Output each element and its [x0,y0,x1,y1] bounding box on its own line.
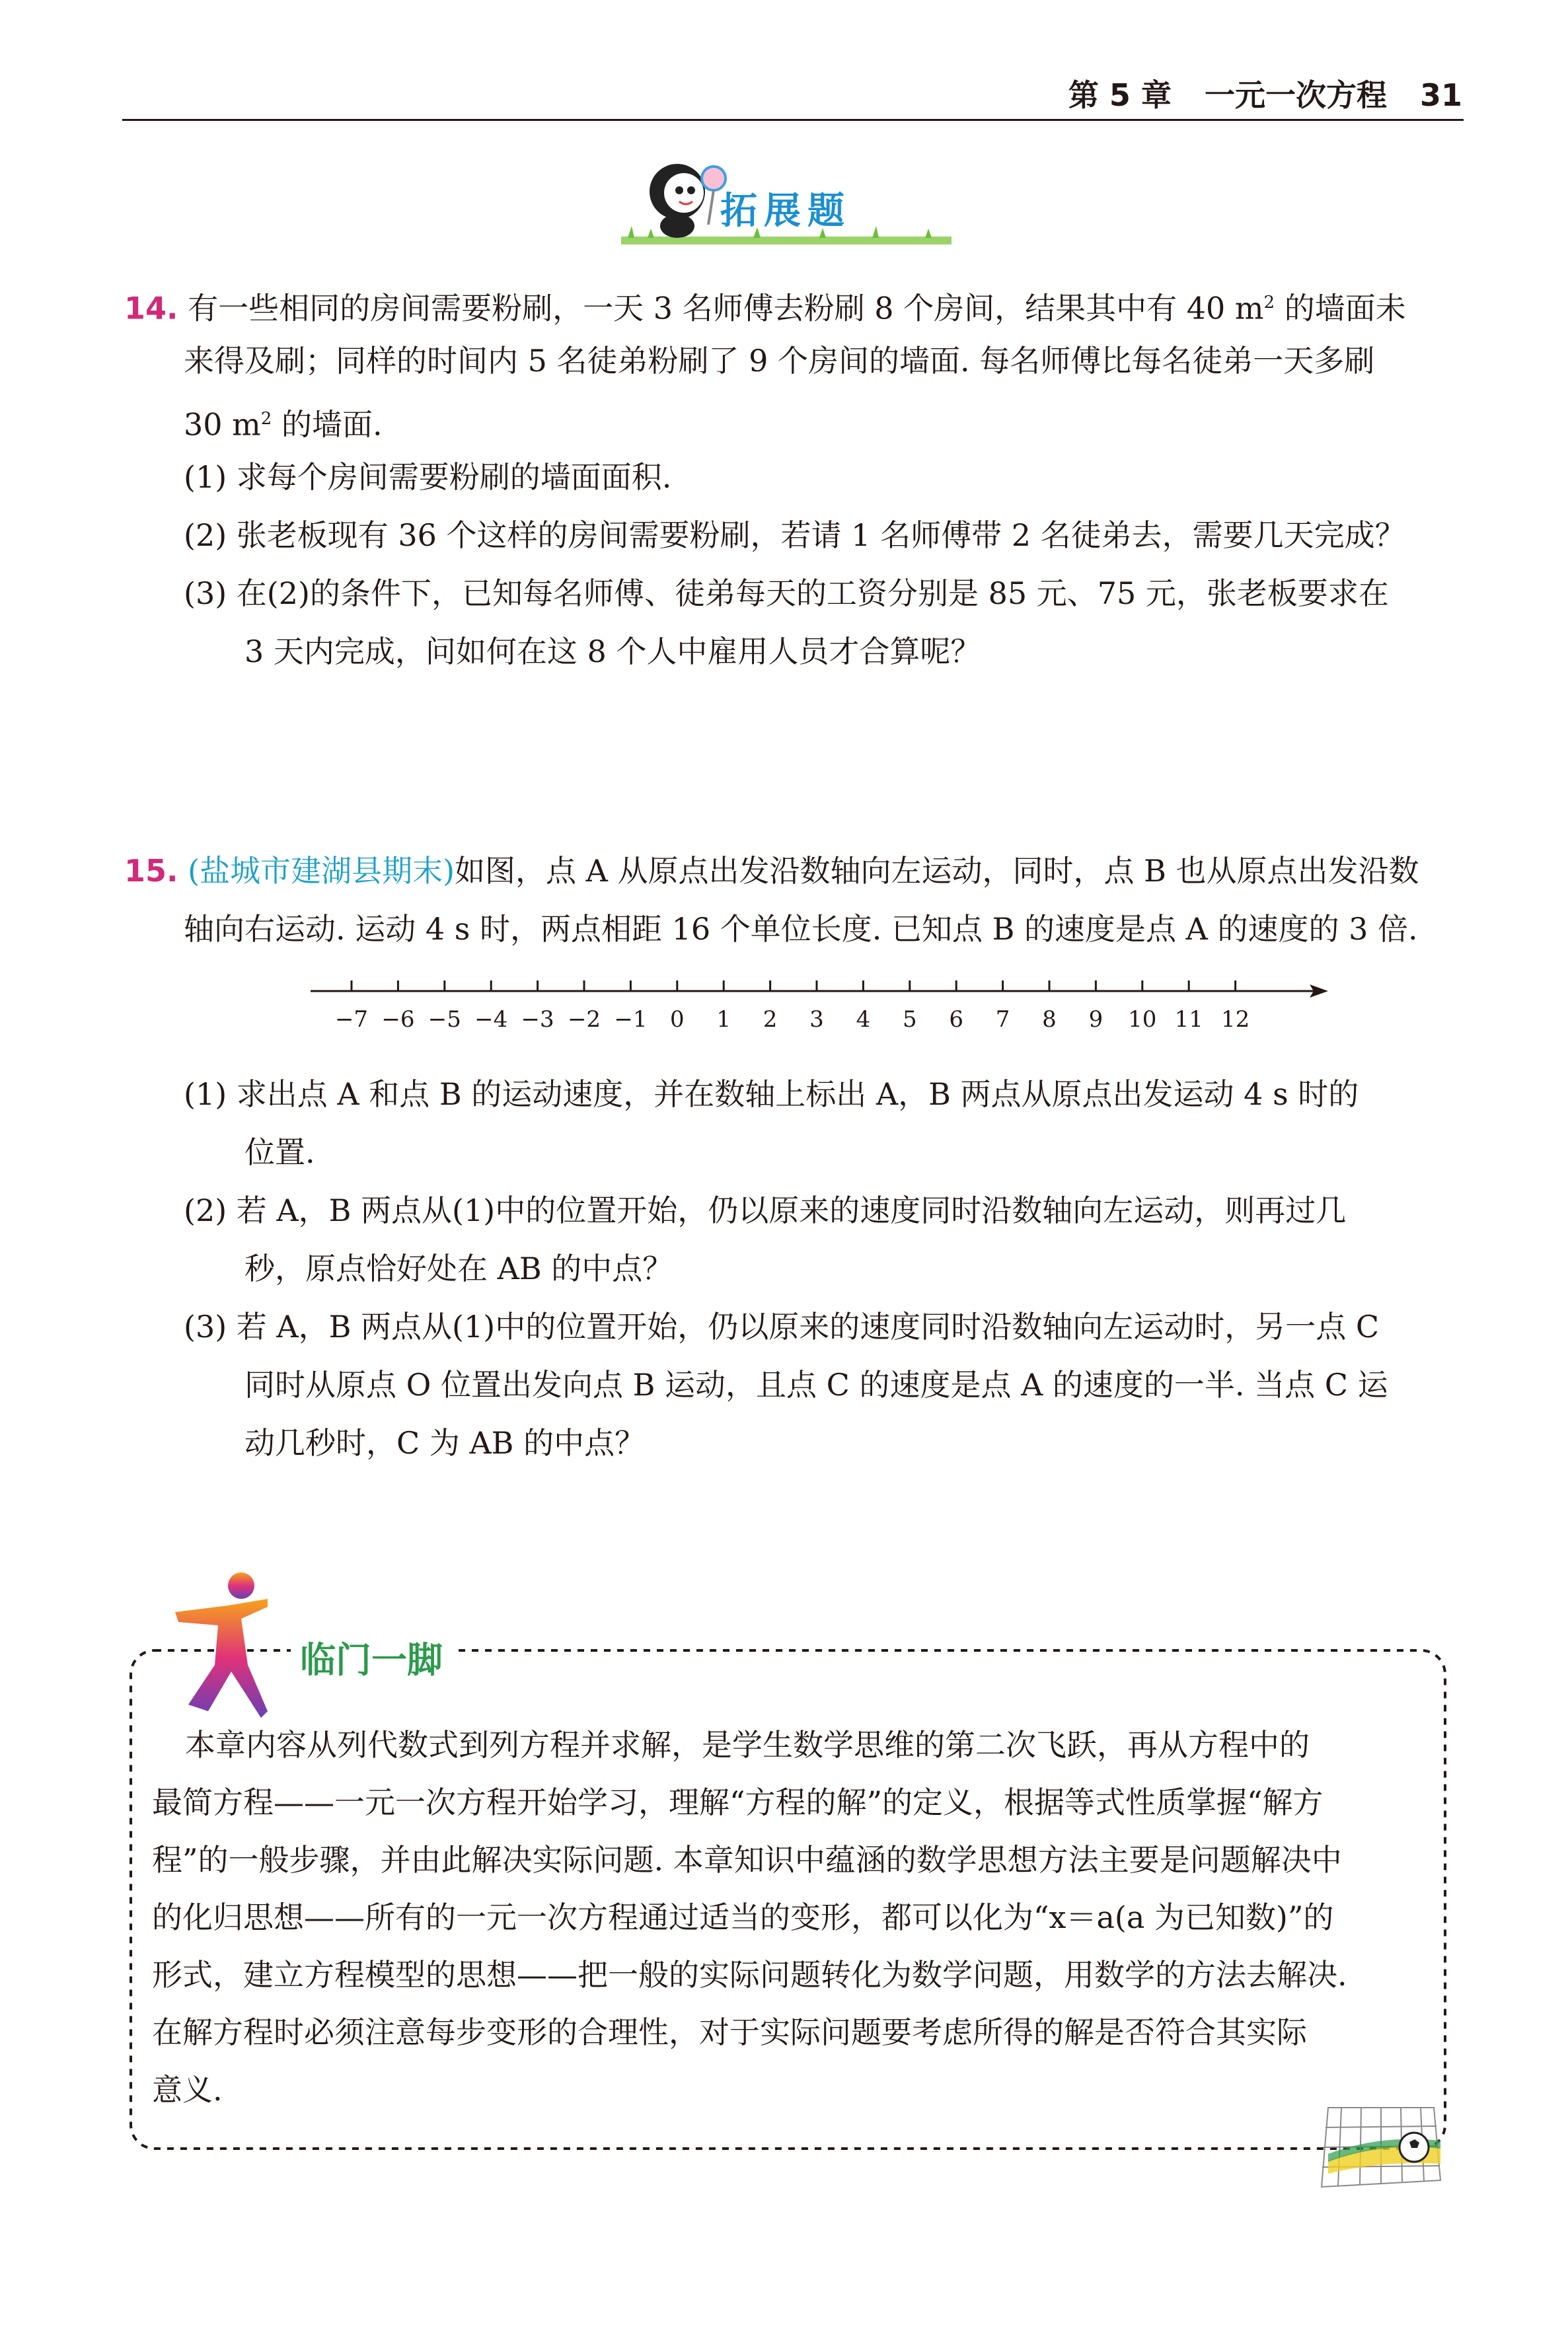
q14-stem-part5: 的墙面. [281,406,383,443]
chapter-title: 一元一次方程 [1204,77,1387,113]
number-line-label: 3 [809,1006,824,1033]
number-line-label: 10 [1128,1006,1157,1033]
q14-stem-part2: 的墙面未 [1284,290,1406,326]
q15-sub2-line2: 秒，原点恰好处在 AB 的中点？ [244,1251,673,1286]
page-header [1046,71,1462,115]
chapter-label: 第 5 章 [1068,77,1172,113]
q14-line3 [184,400,383,443]
number-line-label: 0 [669,1006,685,1033]
number-line [311,971,1328,1051]
number-line-label: 5 [902,1006,917,1033]
q14-sup2: 2 [260,409,272,429]
number-line-label: 4 [856,1006,871,1033]
number-line-label: 12 [1220,1006,1250,1033]
summary-line1: 本章内容从列代数式到列方程并求解，是学生数学思维的第二次飞跃，再从方程中的 [185,1727,1310,1763]
q14-sub1: (1) 求每个房间需要粉刷的墙面面积. [184,459,672,495]
page-number: 31 [1419,77,1462,113]
q15-sub1-line2: 位置. [244,1134,315,1170]
summary-line3: 程”的一般步骤，并由此解决实际问题. 本章知识中蕴涵的数学思想方法主要是问题解决中 [152,1842,1342,1878]
q15-sub3-line2: 同时从原点 O 位置出发向点 B 运动，且点 C 的速度是点 A 的速度的一半. 当点 C 运 [244,1367,1388,1403]
q15-sub3-line3: 动几秒时，C 为 AB 的中点？ [244,1425,646,1461]
q14-sub3-line2: 3 天内完成，问如何在这 8 个人中雇用人员才合算呢？ [244,634,981,669]
q14-number: 14. [124,290,178,326]
number-line-label: −2 [567,1006,601,1033]
number-line-label: 8 [1042,1006,1057,1033]
q15-source: (盐城市建湖县期末) [188,853,455,889]
summary-line6: 在解方程时必须注意每步变形的合理性，对于实际问题要考虑所得的解是否符合其实际 [152,2014,1307,2050]
q15-stem-line2: 轴向右运动. 运动 4 s 时，两点相距 16 个单位长度. 已知点 B 的速度是点 A 的速度的 3 倍. [184,911,1418,947]
summary-line2: 最简方程——一元一次方程开始学习，理解“方程的解”的定义，根据等式性质掌握“解方 [152,1785,1324,1820]
number-line-label: 7 [995,1006,1010,1033]
number-line-label: −7 [334,1006,369,1033]
header-divider [122,119,1464,121]
q14-line2: 来得及刷；同样的时间内 5 名徒弟粉刷了 9 个房间的墙面. 每名师傅比每名徒弟一天多刷 [184,343,1375,379]
q14-stem-part4: 30 m [184,406,261,443]
summary-title: 临门一脚 [291,1632,452,1683]
q15-sub2-line1: (2) 若 A，B 两点从(1)中的位置开始，仍以原来的速度同时沿数轴向左运动，则再过几 [184,1193,1347,1228]
number-line-label: 11 [1174,1006,1203,1033]
number-line-label: 1 [716,1006,731,1033]
q14-sub2: (2) 张老板现有 36 个这样的房间需要粉刷，若请 1 名师傅带 2 名徒弟去，需要几天完成？ [184,517,1405,553]
soccer-net-icon [1315,2101,1447,2194]
number-line-label: −1 [614,1006,648,1033]
number-line-label: 6 [949,1006,964,1033]
q15-line1 [124,852,1419,889]
number-line-label: −6 [381,1006,415,1033]
summary-line7: 意义. [152,2072,223,2108]
summary-line4: 的化归思想——所有的一元一次方程通过适当的变形，都可以化为“x＝a(a 为已知数)”的 [152,1900,1334,1935]
section-title: 拓展题 [720,190,851,233]
q14-stem-part1: 有一些相同的房间需要粉刷，一天 3 名师傅去粉刷 8 个房间，结果其中有 40 m [188,290,1264,326]
number-line-label: −4 [474,1006,508,1033]
q14-sup1: 2 [1263,293,1275,313]
number-line-label: −3 [521,1006,554,1033]
q15-sub1-line1: (1) 求出点 A 和点 B 的运动速度，并在数轴上标出 A，B 两点从原点出发运动 4 s 时的 [184,1076,1359,1112]
number-line-label: −5 [428,1006,461,1033]
q14-line1 [124,284,1406,326]
q14-sub3-line1: (3) 在(2)的条件下，已知每名师傅、徒弟每天的工资分别是 85 元、75 元，张老板要求在 [184,575,1389,611]
q15-sub3-line1: (3) 若 A，B 两点从(1)中的位置开始，仍以原来的速度同时沿数轴向左运动时，另一点 C [184,1309,1380,1345]
number-line-label: 9 [1088,1006,1103,1033]
summary-line5: 形式，建立方程模型的思想——把一般的实际问题转化为数学问题，用数学的方法去解决. [152,1957,1347,1993]
number-line-label: 2 [763,1006,778,1033]
q15-stem-line1: 如图，点 A 从原点出发沿数轴向左运动，同时，点 B 也从原点出发沿数 [455,853,1419,889]
q15-number: 15. [124,853,178,889]
